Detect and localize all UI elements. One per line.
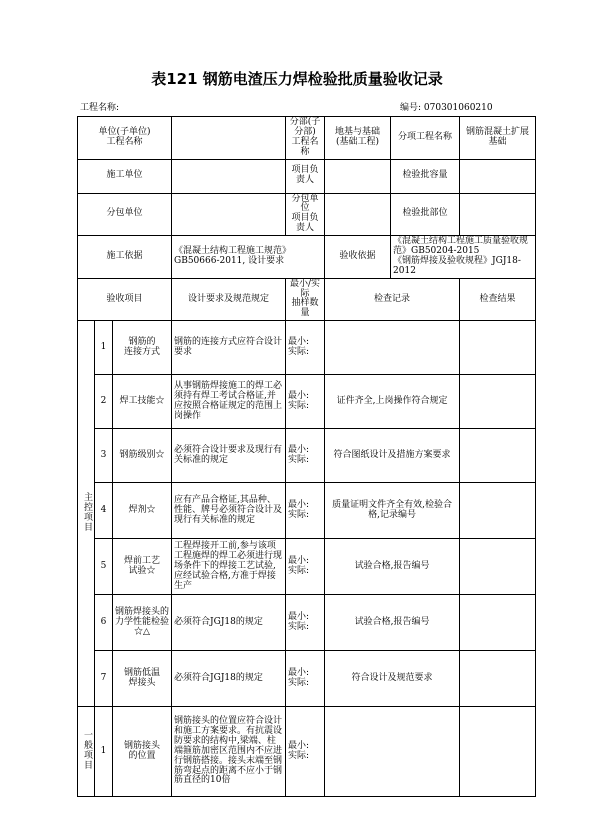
- row-requirement: 钢筋的连接方式应符合设计要求: [172, 321, 286, 375]
- batch-capacity-value: [460, 159, 536, 193]
- row-requirement: 从事钢筋焊接施工的焊工必须持有焊工考试合格证,并应按照合格证规定的范围上岗操作: [172, 375, 286, 429]
- row-item-name: 焊剂☆: [113, 483, 172, 539]
- row-record: 符合设计及规范要求: [325, 651, 460, 707]
- main-control-label: 主控项目: [81, 491, 92, 532]
- row-record: [325, 707, 460, 797]
- document-code: 编号: 070301060210: [400, 103, 493, 113]
- row-item-name: 钢筋级别☆: [113, 429, 172, 483]
- basis-value: 《混凝土结构工程施工规范》 GB50666-2011, 设计要求: [172, 236, 325, 279]
- row-record: 符合图纸设计及措施方案要求: [325, 429, 460, 483]
- batch-location-label: 检验批部位: [391, 193, 460, 236]
- row-item-name: 焊前工艺 试验☆: [113, 539, 172, 595]
- unit-name-label: 单位(子单位) 工程名称: [78, 117, 172, 160]
- unit-name-value: [172, 117, 286, 160]
- row-record: 证件齐全,上岗操作符合规定: [325, 375, 460, 429]
- subdivision-label: 分部(子分部) 工程名称: [286, 117, 325, 160]
- row-item-name: 钢筋低温 焊接头: [113, 651, 172, 707]
- row-item-name: 钢筋接头 的位置: [113, 707, 172, 797]
- row-requirement: 工程焊接开工前,参与该项工程施焊的焊工必须进行现场条件下的焊接工艺试验,应经试验合格,方准于焊接生产: [172, 539, 286, 595]
- subcontract-unit-value: [172, 193, 286, 236]
- row-number: 1: [95, 321, 113, 375]
- row-sample: 最小: 实际:: [286, 539, 325, 595]
- row-number: 4: [95, 483, 113, 539]
- row-item-name: 钢筋的 连接方式: [113, 321, 172, 375]
- row-result: [460, 321, 536, 375]
- row-number: 6: [95, 595, 113, 651]
- row-requirement: 必须符合JGJ18的规定: [172, 651, 286, 707]
- col-record-header: 检查记录: [325, 278, 460, 321]
- row-result: [460, 483, 536, 539]
- main-control-group: [78, 321, 95, 707]
- batch-location-value: [460, 193, 536, 236]
- row-requirement: 必须符合设计要求及现行有关标准的规定: [172, 429, 286, 483]
- subcontract-manager-label: 分包单位 项目负责人: [286, 193, 325, 236]
- item-name-label: 分项工程名称: [391, 117, 460, 160]
- row-result: [460, 539, 536, 595]
- row-record: 试验合格,报告编号: [325, 595, 460, 651]
- project-name-label: 工程名称:: [80, 103, 120, 113]
- acceptance-label: 验收依据: [325, 236, 391, 279]
- row-number: 5: [95, 539, 113, 595]
- batch-capacity-label: 检验批容量: [391, 159, 460, 193]
- row-requirement: 钢筋接头的位置应符合设计和施工方案要求。有抗震设防要求的结构中,梁端、柱端箍筋加密区范围内不应进行钢筋搭接。接头末端至钢筋弯起点的距离不应小于钢筋直径的10倍: [172, 707, 286, 797]
- inspection-table: [77, 116, 536, 797]
- row-item-name: 焊工技能☆: [113, 375, 172, 429]
- col-sample-header: 最小/实际 抽样数量: [286, 278, 325, 321]
- row-number: 7: [95, 651, 113, 707]
- row-requirement: 应有产品合格证,其品种、性能、牌号必须符合设计及现行有关标准的规定: [172, 483, 286, 539]
- project-manager-label: 项目负责人: [286, 159, 325, 193]
- subcontract-manager-value: [325, 193, 391, 236]
- row-result: [460, 595, 536, 651]
- row-result: [460, 707, 536, 797]
- construction-unit-label: 施工单位: [78, 159, 172, 193]
- row-sample: 最小: 实际:: [286, 707, 325, 797]
- col-item-header: 验收项目: [78, 278, 172, 321]
- row-sample: 最小: 实际:: [286, 429, 325, 483]
- row-record: 质量证明文件齐全有效,检验合格,记录编号: [325, 483, 460, 539]
- page-title: 表121 钢筋电渣压力焊检验批质量验收记录: [151, 70, 443, 88]
- row-number: 2: [95, 375, 113, 429]
- row-sample: 最小: 实际:: [286, 651, 325, 707]
- acceptance-value: 《混凝土结构工程施工质量验收规范》GB50204-2015 《钢筋焊接及验收规程》JGJ18-2012: [391, 236, 536, 279]
- row-result: [460, 429, 536, 483]
- row-record: [325, 321, 460, 375]
- row-number: 1: [95, 707, 113, 797]
- row-result: [460, 651, 536, 707]
- row-sample: 最小: 实际:: [286, 375, 325, 429]
- general-item-group: [78, 707, 95, 797]
- row-sample: 最小: 实际:: [286, 483, 325, 539]
- row-sample: 最小: 实际:: [286, 321, 325, 375]
- subdivision-value: 地基与基础 (基础工程): [325, 117, 391, 160]
- row-item-name: 钢筋焊接头的力学性能检验☆△: [113, 595, 172, 651]
- construction-unit-value: [172, 159, 286, 193]
- row-record: 试验合格,报告编号: [325, 539, 460, 595]
- subcontract-unit-label: 分包单位: [78, 193, 172, 236]
- project-manager-value: [325, 159, 391, 193]
- general-item-label: 一般项目: [81, 729, 92, 770]
- row-requirement: 必须符合JGJ18的规定: [172, 595, 286, 651]
- basis-label: 施工依据: [78, 236, 172, 279]
- row-result: [460, 375, 536, 429]
- row-number: 3: [95, 429, 113, 483]
- item-name-value: 钢筋混凝土扩展基础: [460, 117, 536, 160]
- col-result-header: 检查结果: [460, 278, 536, 321]
- row-sample: 最小: 实际:: [286, 595, 325, 651]
- col-design-header: 设计要求及规范规定: [172, 278, 286, 321]
